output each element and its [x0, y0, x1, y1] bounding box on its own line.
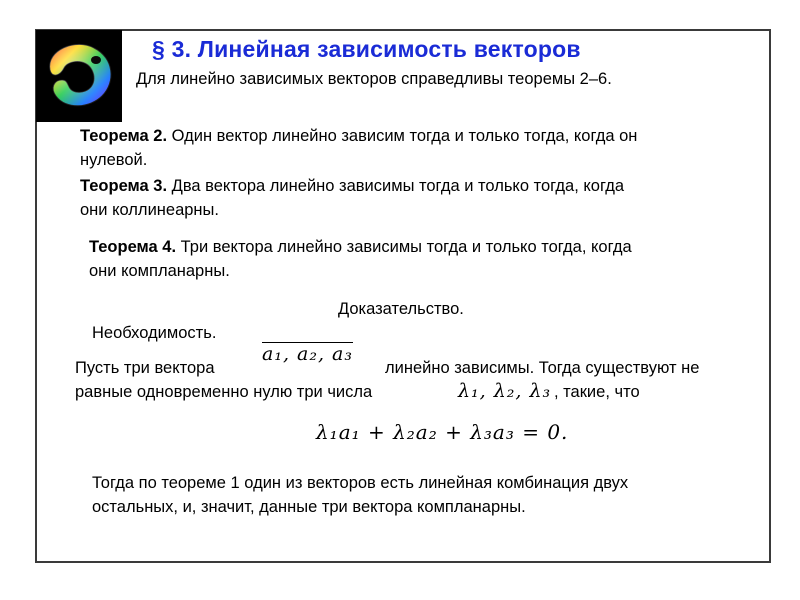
proof-heading: Доказательство.: [338, 300, 464, 318]
lambdas-formula: λ₁, λ₂, λ₃: [458, 380, 552, 402]
proof-line1-start: Пусть три вектора: [75, 359, 215, 377]
proof-line2-start: равные одновременно нулю три числа: [75, 383, 373, 401]
theorem-3-label: Теорема 3.: [80, 177, 168, 195]
conclusion-line2: остальных, и, значит, данные три вектора компланарны.: [92, 498, 526, 516]
theorem-2-label: Теорема 2.: [80, 127, 168, 145]
slide-title: § 3. Линейная зависимость векторов: [152, 36, 581, 62]
theorem-3-text: Два вектора линейно зависимы тогда и только тогда, когда: [167, 177, 625, 195]
dependency-equation: λ₁a₁ + λ₂a₂ + λ₃a₃ = 0.: [316, 420, 569, 444]
theorem-4-line1: [89, 235, 632, 259]
intro-text: Для линейно зависимых векторов справедливы теоремы 2–6.: [136, 70, 612, 88]
proof-line2-end: , такие, что: [554, 383, 640, 401]
theorem-4-line2: они компланарны.: [89, 262, 230, 280]
theorem-2-line2: нулевой.: [80, 151, 148, 169]
theorem-4-label: Теорема 4.: [89, 238, 177, 256]
vectors-formula: [262, 343, 353, 365]
conclusion-line1: Тогда по теореме 1 один из векторов есть линейная комбинация двух: [92, 474, 629, 492]
theorem-2-line1: [80, 124, 637, 148]
klein-bottle-logo: [36, 30, 122, 122]
vectors-formula-text: a₁, a₂, a₃: [262, 343, 353, 365]
theorem-3-line2: они коллинеарны.: [80, 201, 219, 219]
proof-line1-end: линейно зависимы. Тогда существуют не: [385, 359, 700, 377]
theorem-3-line1: [80, 174, 624, 198]
theorem-2-text: Один вектор линейно зависим тогда и только тогда, когда он: [167, 127, 638, 145]
necessity-heading: Необходимость.: [92, 324, 217, 342]
theorem-4-text: Три вектора линейно зависимы тогда и только тогда, когда: [176, 238, 632, 256]
